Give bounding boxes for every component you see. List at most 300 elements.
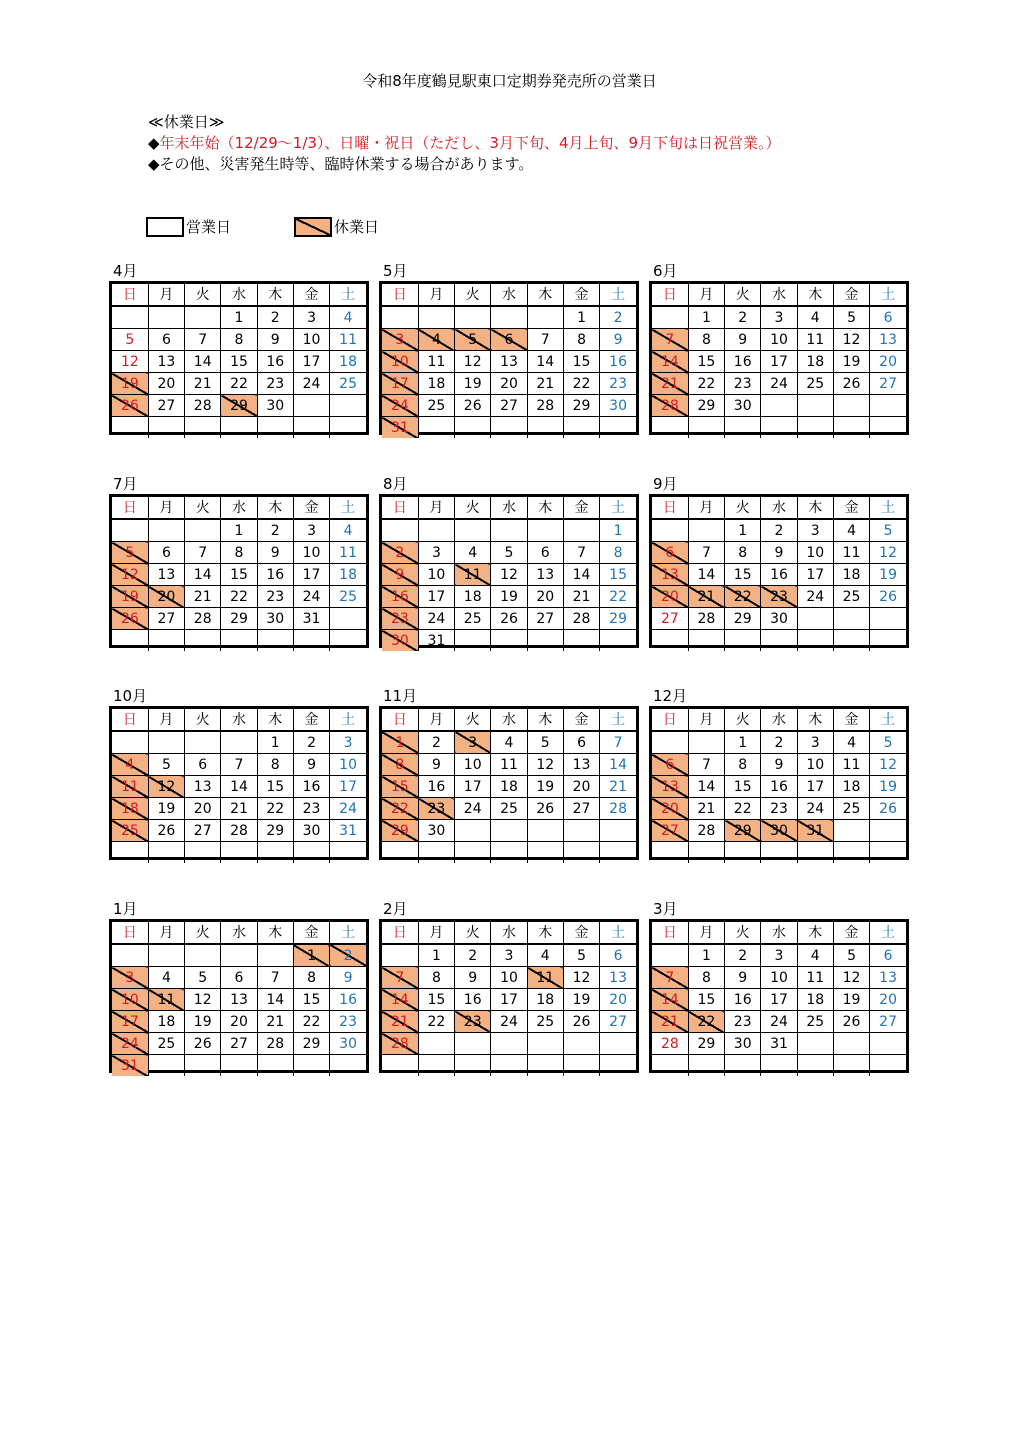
day-cell: 6 [527,542,563,564]
empty-cell [257,944,293,967]
day-cell: 28 [563,608,599,630]
day-cell: 26 [870,798,906,820]
day-cell: 25 [330,373,366,395]
day-cell: 5 [455,329,491,351]
empty-cell [418,417,454,439]
month-grid [379,919,639,1073]
day-cell: 13 [527,564,563,586]
weekday-header: 土 [600,922,636,944]
day-cell: 13 [563,754,599,776]
day-cell: 9 [257,329,293,351]
month-grid [379,494,639,648]
empty-cell [257,417,293,439]
empty-cell [185,1055,221,1077]
day-cell: 24 [491,1011,527,1033]
day-cell: 1 [382,731,418,754]
day-cell: 12 [870,542,906,564]
empty-cell [652,630,688,652]
day-cell: 16 [455,989,491,1011]
empty-cell [330,1055,366,1077]
day-cell: 8 [688,329,724,351]
day-cell: 24 [761,373,797,395]
day-cell: 14 [221,776,257,798]
empty-cell [112,842,148,864]
empty-cell [455,842,491,864]
day-cell: 15 [257,776,293,798]
weekday-header: 金 [293,922,329,944]
day-cell: 18 [330,564,366,586]
empty-cell [870,842,906,864]
day-cell: 3 [293,306,329,329]
day-cell: 29 [725,820,761,842]
day-cell: 29 [688,1033,724,1055]
weekday-header: 日 [652,497,688,519]
empty-cell [185,944,221,967]
day-cell: 24 [330,798,366,820]
empty-cell [382,842,418,864]
day-cell: 28 [185,608,221,630]
day-cell: 18 [491,776,527,798]
day-cell: 9 [761,542,797,564]
day-cell: 9 [725,329,761,351]
day-cell: 24 [761,1011,797,1033]
day-cell: 28 [257,1033,293,1055]
month-label: 12月 [653,687,688,705]
day-cell: 15 [382,776,418,798]
empty-cell [293,417,329,439]
day-cell: 22 [257,798,293,820]
empty-cell [527,1033,563,1055]
empty-cell [293,395,329,417]
empty-cell [870,608,906,630]
day-cell: 23 [455,1011,491,1033]
weekday-header: 水 [491,497,527,519]
day-cell: 13 [148,351,184,373]
day-cell: 28 [688,608,724,630]
weekday-header: 月 [688,709,724,731]
empty-cell [563,1055,599,1077]
day-cell: 25 [418,395,454,417]
day-cell: 18 [148,1011,184,1033]
day-cell: 21 [185,373,221,395]
day-cell: 22 [382,798,418,820]
empty-cell [455,417,491,439]
day-cell: 5 [112,542,148,564]
weekday-header: 金 [833,709,869,731]
empty-cell [148,944,184,967]
weekday-header: 月 [148,284,184,306]
day-cell: 18 [418,373,454,395]
weekday-header: 土 [330,497,366,519]
empty-cell [688,731,724,754]
weekday-header: 木 [257,922,293,944]
empty-cell [833,1055,869,1077]
empty-cell [148,519,184,542]
day-cell: 12 [185,989,221,1011]
empty-cell [382,306,418,329]
day-cell: 1 [688,944,724,967]
empty-cell [563,417,599,439]
day-cell: 23 [725,1011,761,1033]
empty-cell [725,417,761,439]
empty-cell [293,842,329,864]
day-cell: 28 [185,395,221,417]
empty-cell [527,820,563,842]
day-cell: 7 [185,542,221,564]
day-cell: 1 [221,306,257,329]
day-cell: 29 [382,820,418,842]
day-cell: 15 [293,989,329,1011]
day-cell: 17 [491,989,527,1011]
empty-cell [185,630,221,652]
empty-cell [491,306,527,329]
weekday-header: 土 [870,922,906,944]
day-cell: 9 [418,754,454,776]
empty-cell [491,1033,527,1055]
day-cell: 21 [221,798,257,820]
weekday-header: 日 [112,709,148,731]
month-grid [649,919,909,1073]
weekday-header: 月 [418,922,454,944]
weekday-header: 水 [761,709,797,731]
weekday-header: 日 [652,709,688,731]
day-cell: 23 [382,608,418,630]
empty-cell [293,630,329,652]
empty-cell [600,1033,636,1055]
day-cell: 9 [330,967,366,989]
day-cell: 12 [870,754,906,776]
day-cell: 17 [293,351,329,373]
day-cell: 12 [833,967,869,989]
day-cell: 8 [257,754,293,776]
day-cell: 25 [833,798,869,820]
day-cell: 23 [761,798,797,820]
legend-open-label: 営業日 [186,218,232,236]
day-cell: 19 [833,989,869,1011]
empty-cell [870,1033,906,1055]
empty-cell [330,630,366,652]
day-cell: 21 [527,373,563,395]
day-cell: 20 [563,776,599,798]
day-cell: 11 [797,329,833,351]
empty-cell [870,820,906,842]
day-cell: 11 [330,542,366,564]
day-cell: 9 [600,329,636,351]
day-cell: 14 [257,989,293,1011]
legend-closed-label: 休業日 [334,218,380,236]
day-cell: 10 [761,967,797,989]
day-cell: 18 [455,586,491,608]
day-cell: 23 [293,798,329,820]
day-cell: 8 [600,542,636,564]
month-grid [649,281,909,435]
weekday-header: 金 [833,284,869,306]
day-cell: 5 [185,967,221,989]
weekday-header: 日 [382,497,418,519]
empty-cell [688,842,724,864]
weekday-header: 木 [527,922,563,944]
day-cell: 19 [870,564,906,586]
empty-cell [491,417,527,439]
day-cell: 21 [185,586,221,608]
day-cell: 11 [455,564,491,586]
day-cell: 4 [527,944,563,967]
day-cell: 25 [148,1033,184,1055]
empty-cell [330,842,366,864]
weekday-header: 土 [330,284,366,306]
day-cell: 15 [221,351,257,373]
empty-cell [418,1055,454,1077]
day-cell: 5 [112,329,148,351]
day-cell: 26 [563,1011,599,1033]
weekday-header: 月 [418,284,454,306]
day-cell: 16 [257,351,293,373]
empty-cell [527,519,563,542]
empty-cell [330,417,366,439]
empty-cell [652,731,688,754]
day-cell: 16 [382,586,418,608]
empty-cell [185,842,221,864]
weekday-header: 火 [455,497,491,519]
weekday-header: 水 [491,709,527,731]
day-cell: 22 [600,586,636,608]
day-cell: 7 [382,967,418,989]
day-cell: 3 [382,329,418,351]
weekday-header: 月 [418,497,454,519]
empty-cell [563,842,599,864]
day-cell: 6 [491,329,527,351]
day-cell: 30 [293,820,329,842]
weekday-header: 火 [455,922,491,944]
day-cell: 16 [761,776,797,798]
empty-cell [652,519,688,542]
empty-cell [761,630,797,652]
day-cell: 19 [527,776,563,798]
empty-cell [112,417,148,439]
month-label: 2月 [383,900,408,918]
day-cell: 20 [652,798,688,820]
empty-cell [112,731,148,754]
day-cell: 25 [330,586,366,608]
empty-cell [418,842,454,864]
day-cell: 8 [688,967,724,989]
day-cell: 7 [257,967,293,989]
empty-cell [148,842,184,864]
empty-cell [527,630,563,652]
day-cell: 30 [382,630,418,652]
day-cell: 31 [418,630,454,652]
day-cell: 1 [563,306,599,329]
weekday-header: 火 [185,284,221,306]
empty-cell [761,842,797,864]
day-cell: 4 [330,306,366,329]
day-cell: 31 [797,820,833,842]
day-cell: 3 [491,944,527,967]
empty-cell [112,944,148,967]
day-cell: 22 [688,373,724,395]
empty-cell [688,417,724,439]
day-cell: 20 [652,586,688,608]
day-cell: 15 [688,989,724,1011]
day-cell: 7 [527,329,563,351]
day-cell: 13 [600,967,636,989]
day-cell: 15 [600,564,636,586]
day-cell: 2 [330,944,366,967]
empty-cell [148,1055,184,1077]
empty-cell [688,519,724,542]
day-cell: 19 [833,351,869,373]
empty-cell [688,630,724,652]
page-title: 令和8年度鶴見駅東口定期券発売所の営業日 [362,72,657,90]
day-cell: 10 [418,564,454,586]
day-cell: 22 [293,1011,329,1033]
day-cell: 21 [600,776,636,798]
day-cell: 15 [725,776,761,798]
empty-cell [797,842,833,864]
day-cell: 6 [221,967,257,989]
day-cell: 2 [257,519,293,542]
day-cell: 3 [797,731,833,754]
day-cell: 12 [491,564,527,586]
day-cell: 16 [725,351,761,373]
day-cell: 8 [293,967,329,989]
notice-line-2: ◆その他、災害発生時等、臨時休業する場合があります。 [148,155,534,173]
day-cell: 28 [652,395,688,417]
day-cell: 16 [418,776,454,798]
empty-cell [761,417,797,439]
day-cell: 5 [870,731,906,754]
empty-cell [221,417,257,439]
day-cell: 14 [527,351,563,373]
day-cell: 12 [148,776,184,798]
empty-cell [725,630,761,652]
day-cell: 30 [761,608,797,630]
day-cell: 2 [455,944,491,967]
day-cell: 10 [797,754,833,776]
month-grid [649,706,909,860]
empty-cell [382,519,418,542]
weekday-header: 水 [491,922,527,944]
empty-cell [563,630,599,652]
weekday-header: 日 [382,284,418,306]
legend-open-swatch [146,217,184,237]
empty-cell [652,944,688,967]
empty-cell [600,842,636,864]
weekday-header: 火 [725,922,761,944]
empty-cell [797,1055,833,1077]
day-cell: 10 [330,754,366,776]
empty-cell [491,1055,527,1077]
empty-cell [833,630,869,652]
day-cell: 14 [382,989,418,1011]
day-cell: 23 [600,373,636,395]
day-cell: 2 [418,731,454,754]
month-grid [109,706,369,860]
day-cell: 30 [725,1033,761,1055]
day-cell: 13 [221,989,257,1011]
weekday-header: 月 [148,497,184,519]
empty-cell [418,306,454,329]
day-cell: 11 [491,754,527,776]
empty-cell [455,306,491,329]
weekday-header: 木 [527,709,563,731]
day-cell: 12 [112,564,148,586]
empty-cell [833,608,869,630]
month-grid [109,281,369,435]
empty-cell [725,842,761,864]
day-cell: 13 [652,776,688,798]
weekday-header: 月 [688,284,724,306]
day-cell: 19 [185,1011,221,1033]
day-cell: 23 [761,586,797,608]
day-cell: 2 [293,731,329,754]
weekday-header: 金 [833,497,869,519]
day-cell: 29 [600,608,636,630]
weekday-header: 木 [257,709,293,731]
day-cell: 13 [148,564,184,586]
day-cell: 13 [652,564,688,586]
day-cell: 27 [221,1033,257,1055]
day-cell: 11 [148,989,184,1011]
empty-cell [491,842,527,864]
day-cell: 24 [293,373,329,395]
day-cell: 10 [293,329,329,351]
day-cell: 15 [221,564,257,586]
day-cell: 11 [833,754,869,776]
day-cell: 10 [293,542,329,564]
empty-cell [600,417,636,439]
day-cell: 25 [833,586,869,608]
day-cell: 30 [257,395,293,417]
day-cell: 16 [600,351,636,373]
day-cell: 22 [221,586,257,608]
day-cell: 13 [870,967,906,989]
day-cell: 16 [725,989,761,1011]
day-cell: 19 [870,776,906,798]
weekday-header: 土 [600,497,636,519]
day-cell: 17 [455,776,491,798]
day-cell: 16 [257,564,293,586]
empty-cell [563,820,599,842]
empty-cell [833,820,869,842]
empty-cell [112,519,148,542]
day-cell: 29 [257,820,293,842]
day-cell: 3 [761,306,797,329]
day-cell: 31 [112,1055,148,1077]
day-cell: 4 [491,731,527,754]
day-cell: 4 [330,519,366,542]
weekday-header: 日 [382,709,418,731]
day-cell: 6 [185,754,221,776]
weekday-header: 月 [688,922,724,944]
day-cell: 28 [221,820,257,842]
day-cell: 27 [600,1011,636,1033]
day-cell: 2 [257,306,293,329]
day-cell: 7 [652,967,688,989]
day-cell: 25 [491,798,527,820]
notice-line-1 [148,133,781,154]
day-cell: 16 [293,776,329,798]
day-cell: 2 [382,542,418,564]
weekday-header: 水 [221,284,257,306]
day-cell: 6 [148,542,184,564]
empty-cell [797,630,833,652]
weekday-header: 水 [761,922,797,944]
weekday-header: 日 [382,922,418,944]
month-label: 5月 [383,262,408,280]
month-label: 4月 [113,262,138,280]
day-cell: 1 [725,731,761,754]
